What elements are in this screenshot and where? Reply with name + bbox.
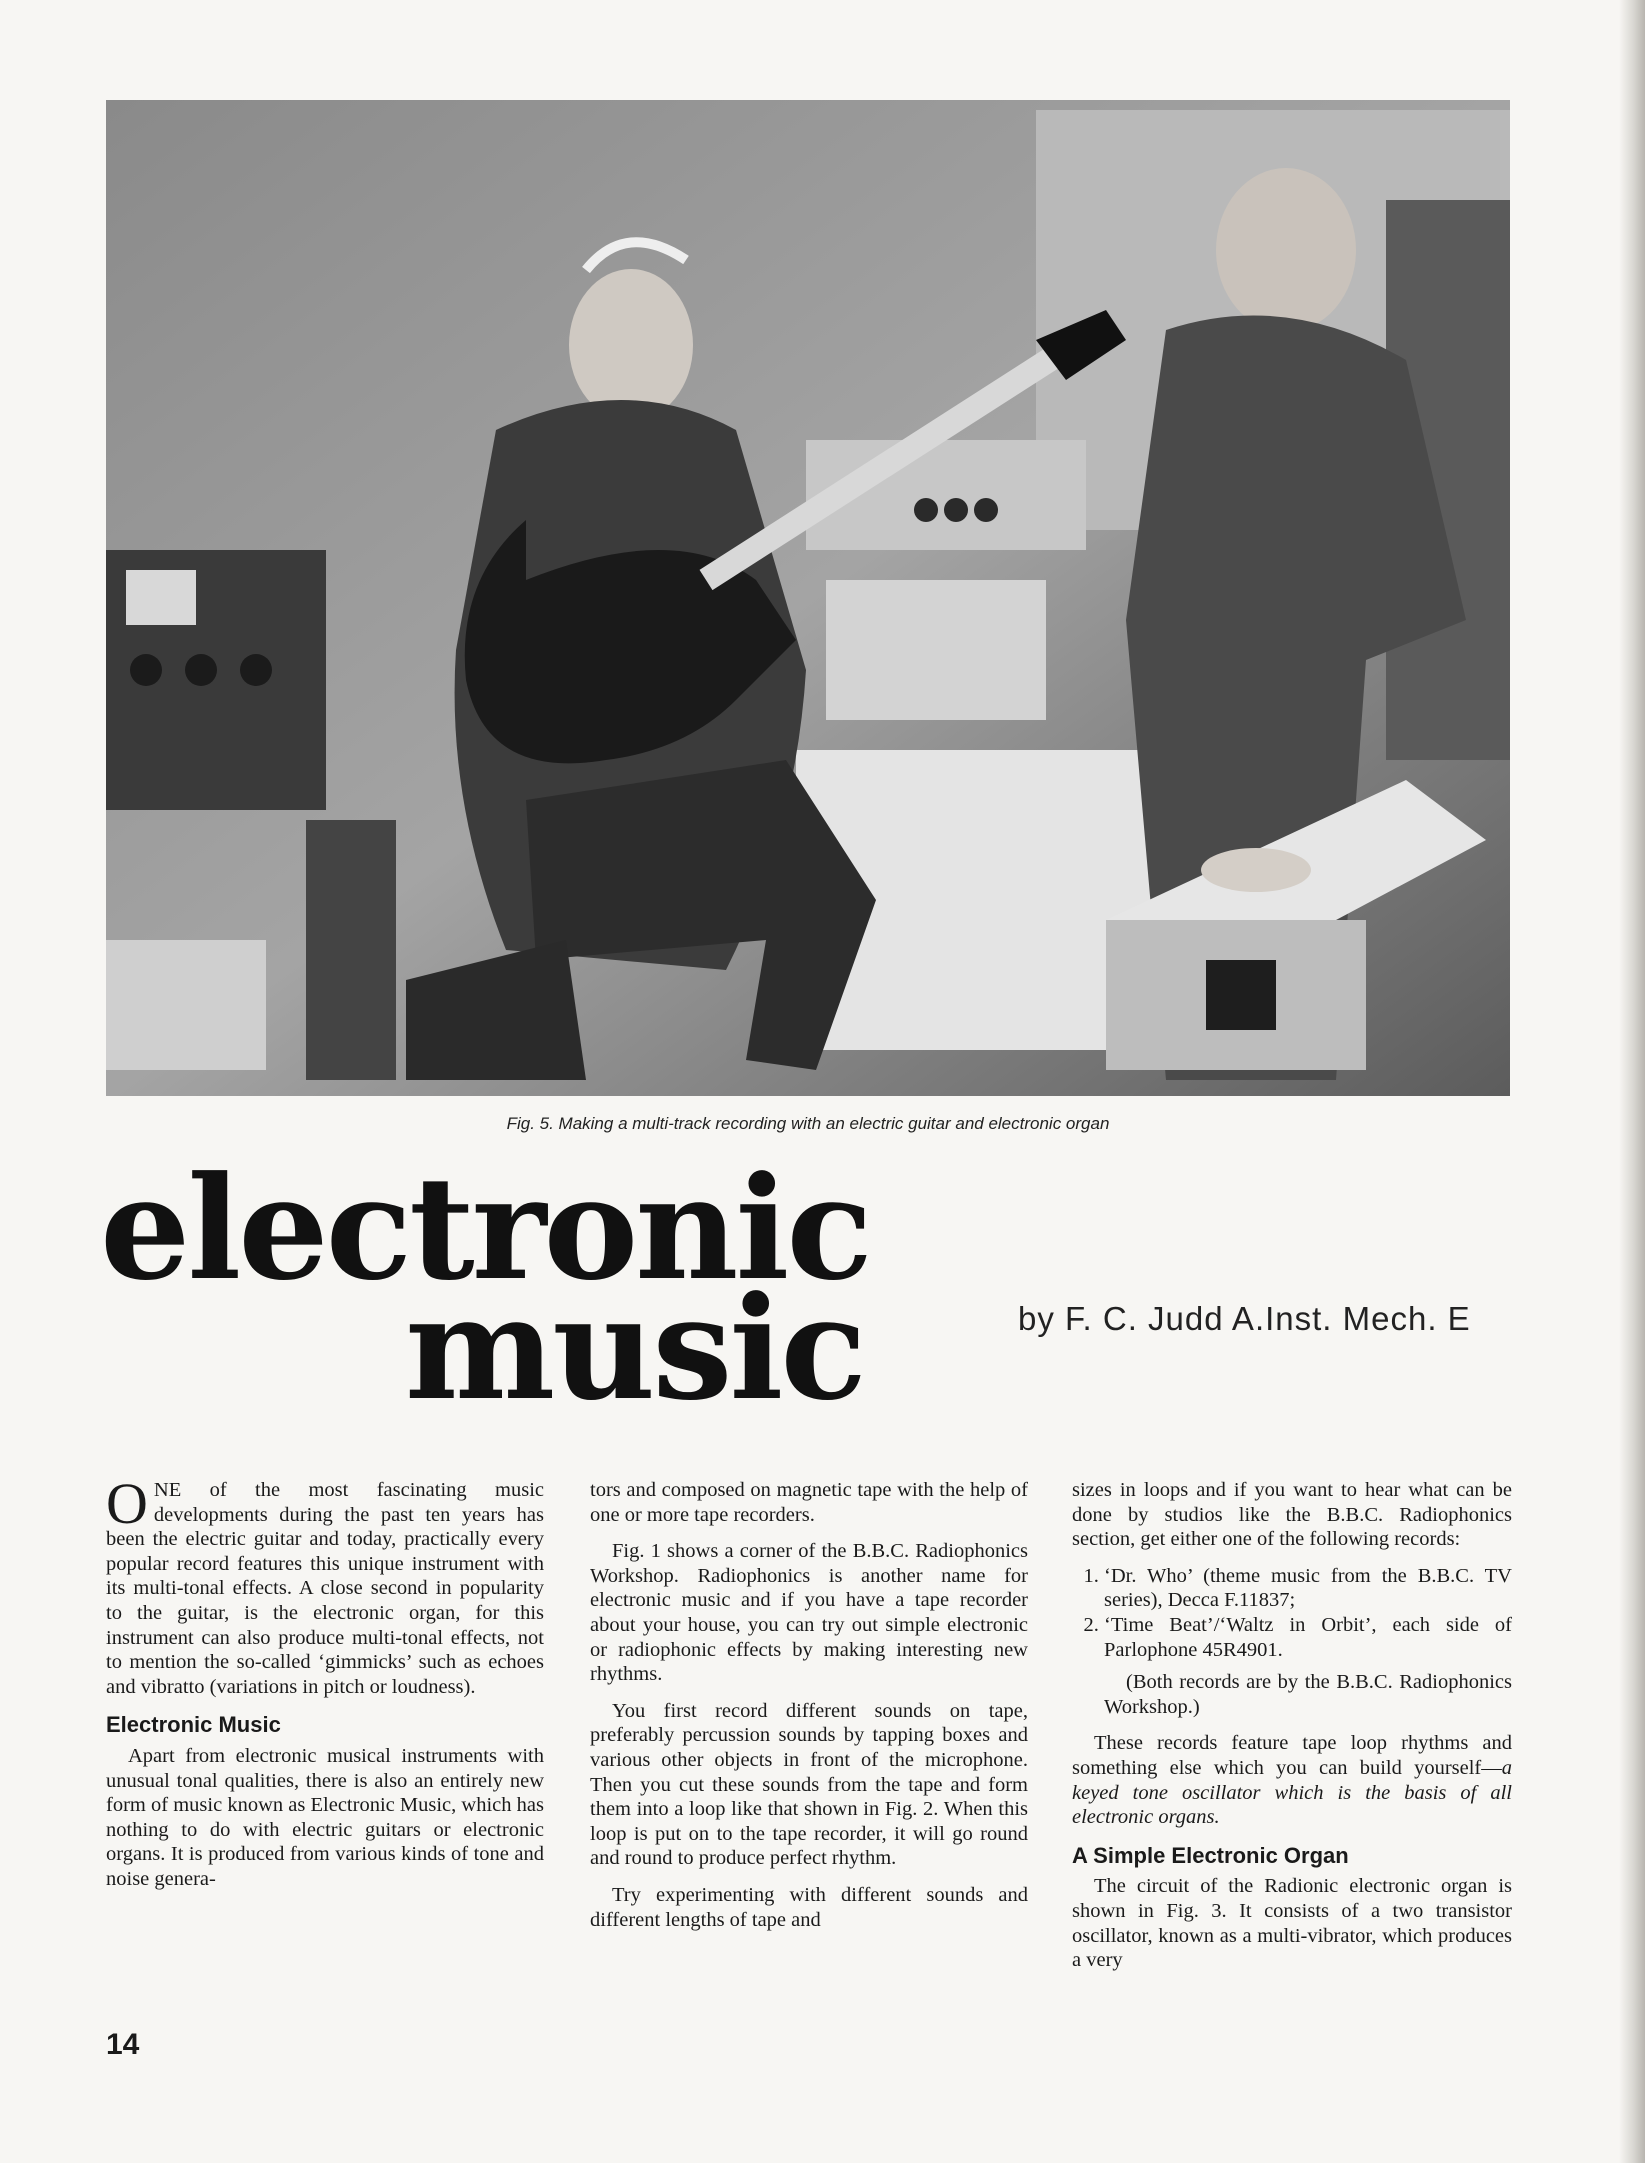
- figure-caption: Fig. 5. Making a multi-track recording with an electric guitar and electronic organ: [506, 1114, 1110, 1133]
- paragraph: tors and composed on magnetic tape with the help of one or more tape recorders.: [590, 1479, 1028, 1526]
- byline: by F. C. Judd A.Inst. Mech. E: [1018, 1300, 1471, 1337]
- column-2: [590, 1478, 1028, 1944]
- article-title: [100, 1146, 980, 1432]
- paragraph: Try experimenting with different sounds and different lengths of tape and: [590, 1883, 1028, 1931]
- organist-head: [1216, 168, 1356, 332]
- title-line-2: music: [405, 1266, 864, 1432]
- paragraph-intro: [106, 1471, 544, 1699]
- speaker-grille: [306, 820, 396, 1080]
- subhead-simple-organ: A Simple Electronic Organ: [1072, 1842, 1349, 1868]
- records-note: (Both records are by the B.B.C. Radiophonics Workshop.): [1104, 1671, 1512, 1718]
- paragraph: [1072, 1731, 1512, 1829]
- lead-word: NE: [153, 1479, 182, 1501]
- floor-box: [106, 940, 266, 1070]
- intro-text: of the most fascinating music developments during the past ten years has been the electric guitar and today, practically every popular record features this unique instrument with its multi-tonal effects. A close second in popularity to the guitar, is the electronic organ, for this instrument can also produce multi-tonal effects, not to mention the so-called ‘gimmicks’ such as echoes and vibratto (variations in pitch or loudness).: [106, 1479, 544, 1698]
- figure-photo: [106, 100, 1510, 1096]
- records-list: [1072, 1564, 1512, 1662]
- meter-dial: [126, 570, 196, 625]
- paragraph: Apart from electronic musical instruments with unusual tonal qualities, there is also an entirely new form of music known as Electronic Music, which has nothing to do with electric guitars or electronic organs. It is produced from various kinds of tone and noise genera-: [106, 1744, 544, 1890]
- column-3: [1072, 1478, 1512, 1985]
- page-edge-shadow: [1619, 0, 1645, 2163]
- paragraph: sizes in loops and if you want to hear what can be done by studios like the B.B.C. Radiophonics section, get either one of the following records:: [1072, 1479, 1512, 1551]
- paragraph: You first record different sounds on tape, preferably percussion sounds by tapping boxes and various other objects in front of the microphone. Then you cut these sounds from the tape and form them into a loop like that shown in Fig. 2. When this loop is put on to the tape recorder, it will go round and round to produce perfect rhythm.: [590, 1699, 1028, 1870]
- paragraph: The circuit of the Radionic electronic organ is shown in Fig. 3. It consists of a two transistor oscillator, known as a multi-vibrator, which produces a very: [1072, 1875, 1512, 1972]
- organist-hand: [1201, 848, 1311, 892]
- title-line-1: electronic: [100, 1146, 870, 1312]
- list-item: 1. ‘Dr. Who’ (theme music from the B.B.C. TV series), Decca F.11837;: [1104, 1564, 1512, 1613]
- tape-recorder: [826, 580, 1046, 720]
- page-number: 14: [106, 2028, 140, 2061]
- subhead-electronic-music: Electronic Music: [106, 1712, 281, 1738]
- drop-cap: O: [106, 1471, 148, 1536]
- list-item: 2. ‘Time Beat’/‘Waltz in Orbit’, each side of Parlophone 45R4901.: [1104, 1613, 1512, 1662]
- photo-illustration: [106, 100, 1510, 1096]
- emphasis-text: a keyed tone oscillator which is the basis of all electronic organs.: [1072, 1756, 1512, 1829]
- paragraph: Fig. 1 shows a corner of the B.B.C. Radiophonics Workshop. Radiophonics is another name for electronic music and if you have a tape recorder about your house, you can try out simple electronic or radiophonic effects by making interesting new rhythms.: [590, 1540, 1028, 1686]
- transformer: [1206, 960, 1276, 1030]
- paragraph-text: These records feature tape loop rhythms and something else which you can build yourself—: [1072, 1732, 1512, 1779]
- guitarist-head: [569, 269, 693, 421]
- column-1: [106, 1471, 544, 1904]
